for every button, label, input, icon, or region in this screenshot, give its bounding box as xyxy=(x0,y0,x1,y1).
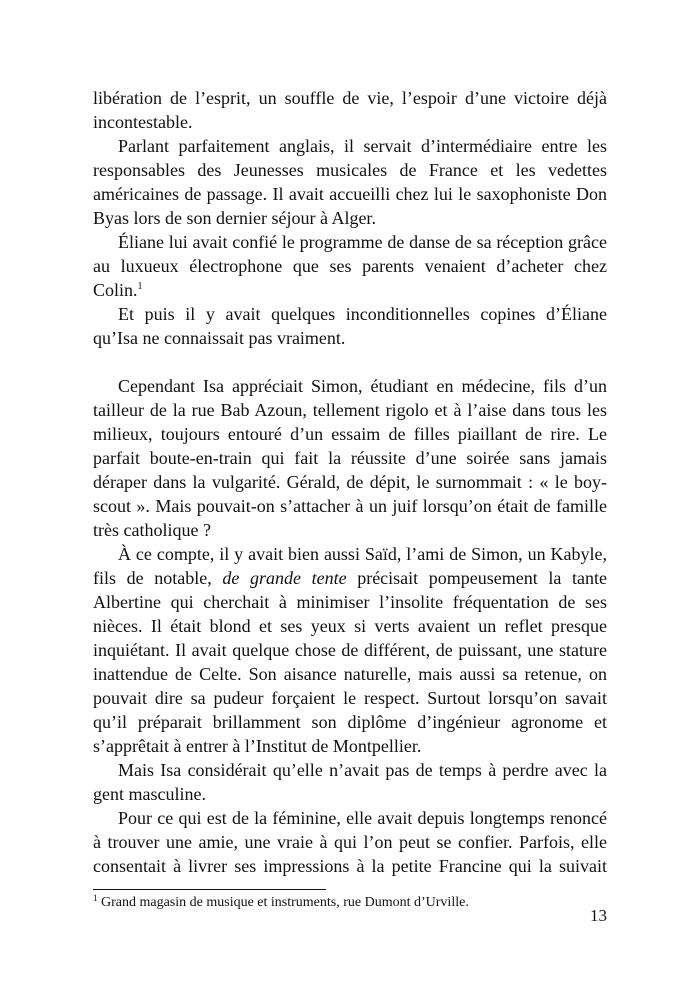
footnote xyxy=(93,894,469,912)
text-line xyxy=(93,830,607,854)
text-run: consentait à livrer ses impressions à la petite Francine qui la suivait xyxy=(93,856,607,876)
text-run: Colin. xyxy=(93,280,138,300)
text-line xyxy=(93,446,607,470)
text-run: nièces. Il était blond et ses yeux si verts avaient un reflet presque xyxy=(93,616,607,636)
text-line xyxy=(93,758,607,782)
section-break xyxy=(93,350,607,374)
text-line xyxy=(93,782,607,806)
text-run: inattendue de Celte. Son aisance naturelle, mais aussi sa retenue, on xyxy=(93,664,607,684)
text-run: très catholique ? xyxy=(93,520,211,540)
text-run: fils de notable, xyxy=(93,568,223,588)
body-text xyxy=(93,86,607,878)
text-line xyxy=(93,614,607,638)
text-line xyxy=(93,662,607,686)
text-run: libération de l’esprit, un souffle de vie, l’espoir d’une victoire déjà xyxy=(93,88,607,108)
text-line xyxy=(93,806,607,830)
text-run: Albertine qui cherchait à minimiser l’insolite fréquentation de ses xyxy=(93,592,607,612)
text-run: Pour ce qui est de la féminine, elle avait depuis longtemps renoncé xyxy=(118,808,607,828)
text-run: Cependant Isa appréciait Simon, étudiant en médecine, fils d’un xyxy=(118,376,607,396)
footnote-text: Grand magasin de musique et instruments, rue Dumont d’Urville. xyxy=(97,895,469,910)
text-line xyxy=(93,518,607,542)
footnote-reference: 1 xyxy=(137,281,143,292)
paragraph xyxy=(93,542,607,758)
text-run: Et puis il y avait quelques inconditionnelles copines d’Éliane xyxy=(118,304,607,324)
text-run: tailleur de la rue Bab Azoun, tellement rigolo et à l’aise dans tous les xyxy=(93,400,607,420)
text-run: Mais Isa considérait qu’elle n’avait pas de temps à perdre avec la xyxy=(118,760,607,780)
text-run: Byas lors de son dernier séjour à Alger. xyxy=(93,208,376,228)
text-run: déraper dans la vulgarité. Gérald, de dépit, le surnommait : « le boy- xyxy=(93,472,607,492)
text-line xyxy=(93,302,607,326)
text-run: inquiétant. Il avait quelque chose de différent, de puissant, une stature xyxy=(93,640,607,660)
text-line xyxy=(93,494,607,518)
text-line xyxy=(93,110,607,134)
text-line xyxy=(93,326,607,350)
text-line xyxy=(93,398,607,422)
text-line xyxy=(93,542,607,566)
text-line xyxy=(93,134,607,158)
text-line xyxy=(93,86,607,110)
text-run: milieux, toujours entouré d’un essaim de filles piaillant de rire. Le xyxy=(93,424,607,444)
text-run: pouvait dire sa pudeur forçaient le respect. Surtout lorsqu’on savait xyxy=(93,688,607,708)
text-line xyxy=(93,686,607,710)
text-run: Éliane lui avait confié le programme de danse de sa réception grâce xyxy=(118,232,607,252)
text-line xyxy=(93,590,607,614)
text-line xyxy=(93,374,607,398)
text-line xyxy=(93,566,607,590)
text-line xyxy=(93,254,607,278)
paragraph xyxy=(93,230,607,302)
text-run: qu’il préparait brillamment son diplôme d’ingénieur agronome et xyxy=(93,712,607,732)
text-run: À ce compte, il y avait bien aussi Saïd, l’ami de Simon, un Kabyle, xyxy=(118,544,607,564)
text-run: précisait pompeusement la tante xyxy=(346,568,607,588)
text-line xyxy=(93,638,607,662)
text-run: scout ». Mais pouvait-on s’attacher à un juif lorsqu’on était de famille xyxy=(93,496,607,516)
paragraph xyxy=(93,758,607,806)
text-line xyxy=(93,710,607,734)
text-run: Parlant parfaitement anglais, il servait d’intermédiaire entre les xyxy=(118,136,607,156)
text-run: qu’Isa ne connaissait pas vraiment. xyxy=(93,328,346,348)
text-run: parfait boute-en-train qui fait la réussite d’une soirée sans jamais xyxy=(93,448,607,468)
text-line xyxy=(93,470,607,494)
text-run: s’apprêtait à entrer à l’Institut de Montpellier. xyxy=(93,736,422,756)
text-line xyxy=(93,854,607,878)
text-line xyxy=(93,182,607,206)
footnote-separator xyxy=(93,889,326,890)
text-run: à trouver une amie, une vraie à qui l’on peut se confier. Parfois, elle xyxy=(93,832,607,852)
paragraph xyxy=(93,134,607,230)
text-line xyxy=(93,230,607,254)
text-run: incontestable. xyxy=(93,112,193,132)
paragraph xyxy=(93,806,607,878)
text-line xyxy=(93,422,607,446)
text-line xyxy=(93,734,607,758)
text-line xyxy=(93,206,607,230)
paragraph xyxy=(93,374,607,542)
text-line xyxy=(93,158,607,182)
paragraph xyxy=(93,302,607,350)
text-line xyxy=(93,278,607,302)
text-run: responsables des Jeunesses musicales de France et les vedettes xyxy=(93,160,607,180)
text-run: gent masculine. xyxy=(93,784,206,804)
page-number: 13 xyxy=(590,906,607,925)
text-run: au luxueux électrophone que ses parents venaient d’acheter chez xyxy=(93,256,607,276)
footnote-marker: 1 xyxy=(93,893,98,903)
italic-text: de grande tente xyxy=(222,568,347,588)
text-run: américaines de passage. Il avait accueilli chez lui le saxophoniste Don xyxy=(93,184,607,204)
paragraph xyxy=(93,86,607,134)
